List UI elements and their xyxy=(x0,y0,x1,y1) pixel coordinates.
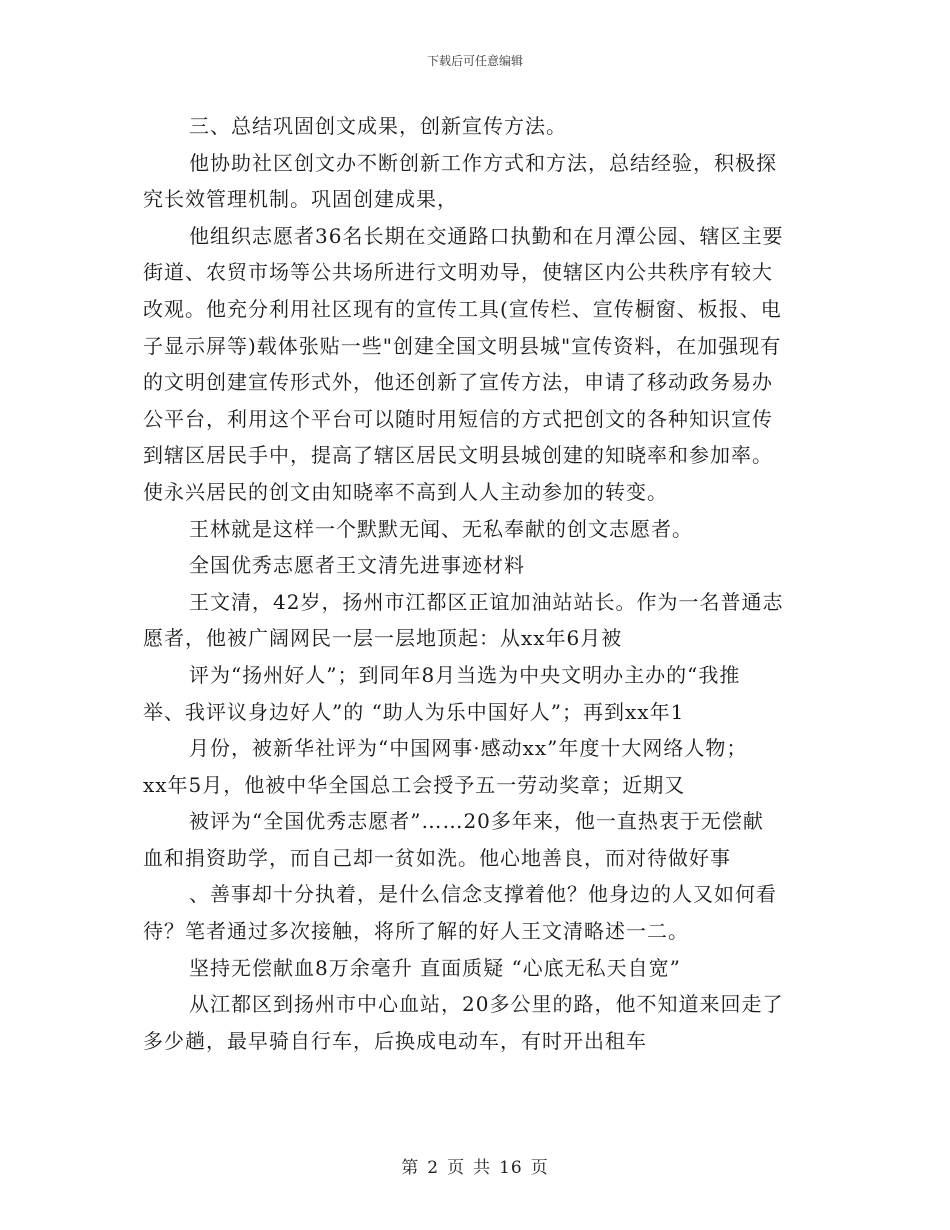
paragraph-line: 举、我评议身边好人”的 “助人为乐中国好人”；再到xx年1 xyxy=(143,699,685,724)
paragraph-line: 月份，被新华社评为“中国网事·感动xx”年度十大网络人物； xyxy=(189,736,748,761)
page-footer xyxy=(0,1153,950,1178)
paragraph-line: 多少趟，最早骑自行车，后换成电动车，有时开出租车 xyxy=(143,1028,647,1053)
paragraph-line: 街道、农贸市场等公共场所进行文明劝导，使辖区内公共秩序有较大 xyxy=(143,260,773,285)
paragraph-line: 改观。他充分利用社区现有的宣传工具(宣传栏、宣传橱窗、板报、电 xyxy=(143,296,782,321)
subheading: 坚持无偿献血8万余毫升 直面质疑 “心底无私天自宽” xyxy=(189,955,681,980)
paragraph-line: 子显示屏等)载体张贴一些"创建全国文明县城"宣传资料，在加强现有 xyxy=(143,333,782,358)
paragraph-line: 的文明创建宣传形式外，他还创新了宣传方法，申请了移动政务易办 xyxy=(143,370,773,395)
paragraph-line: 血和捐资助学，而自己却一贫如洗。他心地善良，而对待做好事 xyxy=(143,845,731,870)
page-number: 2 xyxy=(427,1158,440,1178)
paragraph-line: 被评为“全国优秀志愿者”……20多年来，他一直热衷于无偿献 xyxy=(189,809,764,834)
paragraph-line: 、善事却十分执着，是什么信念支撑着他？他身边的人又如何看 xyxy=(189,882,777,907)
page-header-note: 下载后可任意编辑 xyxy=(426,54,523,68)
paragraph-line: 评为“扬州好人”；到同年8月当选为中央文明办主办的“我推 xyxy=(189,662,741,687)
section-heading: 三、总结巩固创文成果，创新宣传方法。 xyxy=(189,114,567,138)
footer-ye-2: 页 xyxy=(530,1158,549,1178)
total-pages: 16 xyxy=(499,1158,523,1178)
document-body xyxy=(143,108,813,1059)
paragraph-line: 王文清，42岁，扬州市江都区正谊加油站站长。作为一名普通志 xyxy=(189,589,784,614)
paragraph-line: 王林就是这样一个默默无闻、无私奉献的创文志愿者。 xyxy=(189,516,693,541)
paragraph-line: 他组织志愿者36名长期在交通路口执勤和在月潭公园、辖区主要 xyxy=(189,223,784,248)
paragraph-line: xx年5月，他被中华全国总工会授予五一劳动奖章；近期又 xyxy=(143,772,686,797)
footer-di: 第 xyxy=(401,1158,420,1178)
paragraph-line: 愿者，他被广阔网民一层一层地顶起：从xx年6月被 xyxy=(143,626,623,651)
paragraph-line: 从江都区到扬州市中心血站，20多公里的路，他不知道来回走了 xyxy=(189,992,784,1017)
paragraph-line: 使永兴居民的创文由知晓率不高到人人主动参加的转变。 xyxy=(143,479,668,504)
paragraph-line: 公平台，利用这个平台可以随时用短信的方式把创文的各种知识宣传 xyxy=(143,406,773,431)
footer-ye: 页 xyxy=(447,1158,466,1178)
paragraph-line: 待？笔者通过多次接触，将所了解的好人王文清略述一二。 xyxy=(143,919,689,944)
paragraph-line: 到辖区居民手中，提高了辖区居民文明县城创建的知晓率和参加率。 xyxy=(143,443,773,468)
paragraph-line: 究长效管理机制。巩固创建成果， xyxy=(143,187,458,212)
footer-gong: 共 xyxy=(473,1158,492,1178)
paragraph-line: 他协助社区创文办不断创新工作方式和方法，总结经验，积极探 xyxy=(189,150,777,175)
article-title: 全国优秀志愿者王文清先进事迹材料 xyxy=(189,553,525,578)
